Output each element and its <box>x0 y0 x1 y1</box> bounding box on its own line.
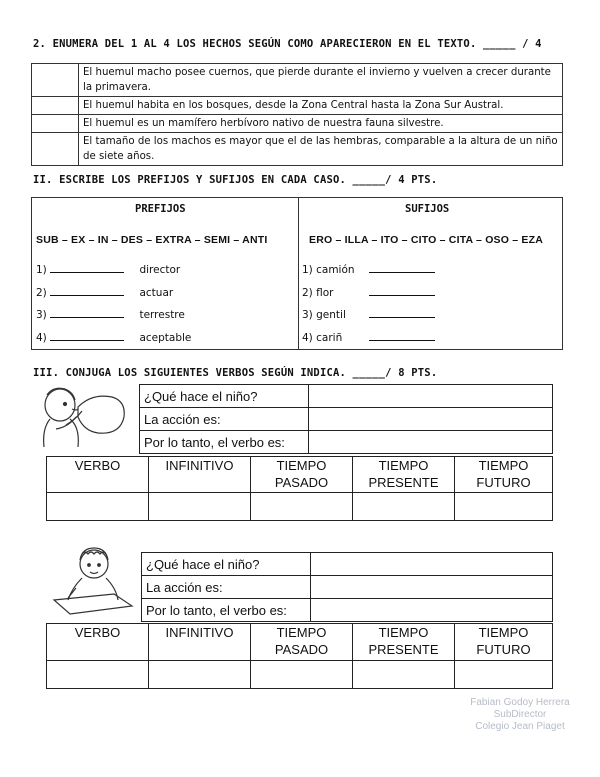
item-word: gentil <box>316 309 346 321</box>
column-header: VERBO <box>47 624 149 661</box>
answer-blank[interactable] <box>369 330 435 341</box>
table-row <box>47 661 553 689</box>
answer-cell[interactable] <box>353 661 455 689</box>
stamp-name: Fabian Godoy Herrera <box>470 697 570 708</box>
table-row <box>140 385 553 408</box>
column-header: TIEMPO PASADO <box>251 624 353 661</box>
item-number: 1) <box>36 264 47 276</box>
answer-cell[interactable] <box>353 493 455 521</box>
item-word: camión <box>316 264 355 276</box>
table-row <box>140 431 553 454</box>
table-row <box>32 97 563 115</box>
item-word: flor <box>316 287 334 299</box>
column-header: TIEMPO FUTURO <box>455 624 553 661</box>
column-divider <box>298 198 299 349</box>
answer-cell[interactable] <box>309 431 553 454</box>
signature-stamp <box>468 697 572 733</box>
section-2-title: 2. ENUMERA DEL 1 AL 4 LOS HECHOS SEGÚN COMO APARECIERON EN EL TEXTO. _____ / 4 <box>33 38 542 50</box>
answer-blank[interactable] <box>369 307 435 318</box>
fact-number-cell[interactable] <box>32 64 79 97</box>
verb-table-2 <box>46 623 553 689</box>
question-label: ¿Qué hace el niño? <box>140 385 309 408</box>
prefix-item <box>36 262 180 276</box>
prefixes-header: PREFIJOS <box>135 203 186 215</box>
column-header: TIEMPO PASADO <box>251 457 353 493</box>
answer-cell[interactable] <box>149 661 251 689</box>
section-ii-title: II. ESCRIBE LOS PREFIJOS Y SUFIJOS EN CADA CASO. _____/ 4 PTS. <box>33 174 438 186</box>
answer-blank[interactable] <box>369 262 435 273</box>
item-word: actuar <box>139 287 174 299</box>
prefix-item <box>36 307 185 321</box>
answer-cell[interactable] <box>251 661 353 689</box>
answer-cell[interactable] <box>149 493 251 521</box>
item-word: cariñ <box>316 332 343 344</box>
answer-cell[interactable] <box>455 493 553 521</box>
suffix-item <box>302 330 435 344</box>
column-header: INFINITIVO <box>149 457 251 493</box>
answer-cell[interactable] <box>311 553 553 576</box>
question-label: ¿Qué hace el niño? <box>142 553 311 576</box>
suffix-item <box>302 307 435 321</box>
table-row <box>142 553 553 576</box>
table-row <box>32 133 563 166</box>
suffixes-header: SUFIJOS <box>405 203 450 215</box>
question-table-1 <box>139 384 553 454</box>
answer-blank[interactable] <box>50 262 124 273</box>
child-blowing-balloon-illustration <box>38 385 138 457</box>
answer-blank[interactable] <box>369 285 435 296</box>
facts-table <box>31 63 563 166</box>
column-header: TIEMPO FUTURO <box>455 457 553 493</box>
prefix-item <box>36 285 173 299</box>
column-header: TIEMPO PRESENTE <box>353 457 455 493</box>
suffix-item <box>302 262 435 276</box>
fact-text: El tamaño de los machos es mayor que el de las hembras, comparable a la altura de un niño de siete años. <box>79 133 563 166</box>
item-number: 1) <box>302 264 313 276</box>
question-table-2 <box>141 552 553 622</box>
question-label: La acción es: <box>140 408 309 431</box>
fact-text: El huemul macho posee cuernos, que pierde durante el invierno y vuelven a crecer durante la primavera. <box>79 64 563 97</box>
answer-cell[interactable] <box>309 385 553 408</box>
prefix-item <box>36 330 191 344</box>
table-row <box>142 576 553 599</box>
suffixes-list: ERO – ILLA – ITO – CITO – CITA – OSO – EZA <box>309 234 544 246</box>
question-label: Por lo tanto, el verbo es: <box>142 599 311 622</box>
child-writing-illustration <box>44 546 140 618</box>
item-word: terrestre <box>139 309 185 321</box>
fact-number-cell[interactable] <box>32 97 79 115</box>
answer-blank[interactable] <box>50 330 124 341</box>
item-number: 2) <box>36 287 47 299</box>
fact-text: El huemul es un mamífero herbívoro nativo de nuestra fauna silvestre. <box>79 115 563 133</box>
answer-cell[interactable] <box>309 408 553 431</box>
table-row <box>47 624 553 661</box>
item-word: aceptable <box>139 332 192 344</box>
answer-blank[interactable] <box>50 285 124 296</box>
question-label: Por lo tanto, el verbo es: <box>140 431 309 454</box>
section-iii-title: III. CONJUGA LOS SIGUIENTES VERBOS SEGÚN INDICA. _____/ 8 PTS. <box>33 367 438 379</box>
prefixes-list: SUB – EX – IN – DES – EXTRA – SEMI – ANTI <box>36 234 268 246</box>
table-row <box>140 408 553 431</box>
suffix-item <box>302 285 435 299</box>
answer-cell[interactable] <box>311 599 553 622</box>
answer-cell[interactable] <box>251 493 353 521</box>
answer-cell[interactable] <box>455 661 553 689</box>
item-number: 3) <box>302 309 313 321</box>
item-number: 2) <box>302 287 313 299</box>
item-number: 4) <box>36 332 47 344</box>
table-row <box>32 115 563 133</box>
stamp-role: SubDirector <box>493 709 547 720</box>
item-word: director <box>139 264 181 276</box>
question-label: La acción es: <box>142 576 311 599</box>
answer-cell[interactable] <box>47 661 149 689</box>
table-row <box>32 64 563 97</box>
table-row <box>47 457 553 493</box>
column-header: VERBO <box>47 457 149 493</box>
table-row <box>142 599 553 622</box>
fact-number-cell[interactable] <box>32 133 79 166</box>
answer-blank[interactable] <box>50 307 124 318</box>
fact-number-cell[interactable] <box>32 115 79 133</box>
answer-cell[interactable] <box>311 576 553 599</box>
affixes-box <box>31 197 563 350</box>
stamp-school: Colegio Jean Piaget <box>475 721 565 732</box>
fact-text: El huemul habita en los bosques, desde la Zona Central hasta la Zona Sur Austral. <box>79 97 563 115</box>
column-header: TIEMPO PRESENTE <box>353 624 455 661</box>
item-number: 4) <box>302 332 313 344</box>
table-row <box>47 493 553 521</box>
answer-cell[interactable] <box>47 493 149 521</box>
verb-table-1 <box>46 456 553 521</box>
column-header: INFINITIVO <box>149 624 251 661</box>
item-number: 3) <box>36 309 47 321</box>
